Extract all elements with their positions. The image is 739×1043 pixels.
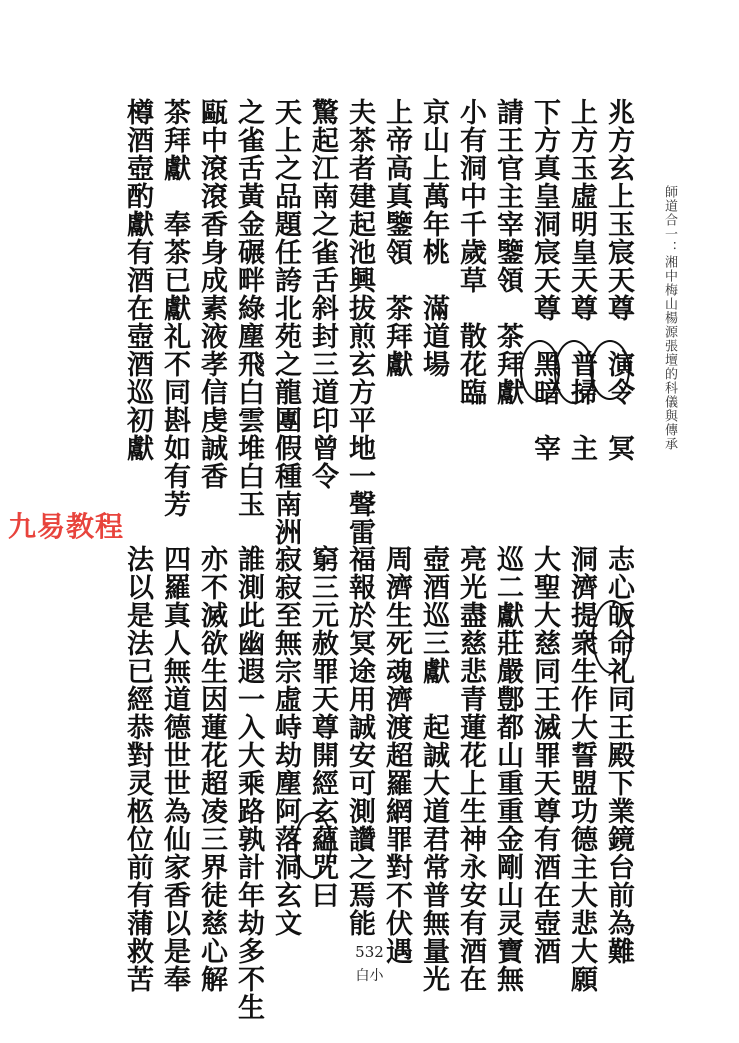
manuscript-column: 洞濟提衆生作大誓盟功德主大悲大願 bbox=[566, 545, 597, 993]
circle-mark bbox=[592, 600, 632, 674]
manuscript-column: 巡二獻莊嚴鄷都山重重金剛山灵寶無 bbox=[492, 545, 523, 993]
manuscript-column: 四羅真人無道德世世為仙家香以是奉 bbox=[159, 545, 190, 993]
manuscript-column: 志心皈命礼同王殿下業鏡台前為難 bbox=[603, 545, 634, 965]
manuscript-column: 天上之品題任誇北苑之龍團假種南洲 bbox=[270, 98, 301, 546]
circle-mark bbox=[554, 340, 594, 404]
manuscript-column: 樽酒壺酌獻有酒在壺酒巡初獻 bbox=[122, 98, 153, 462]
manuscript-column: 周濟生死魂濟渡超羅網罪對不伏遇 bbox=[381, 545, 412, 965]
manuscript-column: 法以是法已經恭對灵柩位前有蒲救苦 bbox=[122, 545, 153, 993]
manuscript-column: 驚起江南之雀舌斜封三道印曾令 bbox=[307, 98, 338, 490]
manuscript-column: 之雀舌黃金碾畔綠塵飛白雲堆白玉 bbox=[233, 98, 264, 518]
page-caption: 白小 bbox=[355, 968, 384, 984]
page-number: 532 bbox=[355, 943, 384, 961]
manuscript-column: 茶拜獻 奉茶已獻礼不同斟如有芳 bbox=[159, 98, 190, 518]
manuscript-column: 甌中滾滾香身成素液孝信虔誠香 bbox=[196, 98, 227, 490]
manuscript-column: 小有洞中千歲草 散花臨 bbox=[455, 98, 486, 406]
manuscript-column: 下方真皇洞宸天尊 黑暗 宰 bbox=[529, 98, 560, 462]
circle-mark bbox=[294, 812, 332, 878]
manuscript-column: 窮三元赦罪天尊開經玄蘊咒曰 bbox=[307, 545, 338, 909]
manuscript-column: 亮光盡慈悲青蓮花上生神永安有酒在 bbox=[455, 545, 486, 993]
manuscript-column: 亦不滅欲生因蓮花超凌三界徒慈心解 bbox=[196, 545, 227, 993]
manuscript-column: 誰測此幽遐一入大乘路孰計年劫多不生 bbox=[233, 545, 264, 1021]
circle-mark bbox=[520, 340, 560, 402]
manuscript-column: 上帝高真鑒領 茶拜獻 bbox=[381, 98, 412, 378]
manuscript-column: 大聖大慈同王滅罪天尊有酒在壺酒 bbox=[529, 545, 560, 965]
manuscript-column: 請王官主宰鑒領 茶拜獻 bbox=[492, 98, 523, 406]
manuscript-column: 兆方玄上玉宸天尊 演令 冥 bbox=[603, 98, 634, 462]
manuscript-column: 寂寂至無宗虛峙劫塵阿落洞玄文 bbox=[270, 545, 301, 937]
manuscript-column: 上方玉虛明皇天尊 普掃 主 bbox=[566, 98, 597, 462]
watermark-logo: 九易教程 bbox=[8, 510, 125, 543]
manuscript-column: 夫茶者建起池興拔煎玄方平地一聲雷 bbox=[344, 98, 375, 546]
manuscript-column: 福報於冥途用誠安可測讚之焉能 bbox=[344, 545, 375, 937]
manuscript-column: 京山上萬年桃 滿道場 bbox=[418, 98, 449, 378]
circle-mark bbox=[590, 340, 630, 400]
manuscript-block-top bbox=[100, 98, 640, 546]
running-header: 師道合一：湘中梅山楊源張壇的科儀與傳承 bbox=[662, 185, 677, 451]
manuscript-column: 壺酒巡三獻 起誠大道君常普無量光 bbox=[418, 545, 449, 993]
